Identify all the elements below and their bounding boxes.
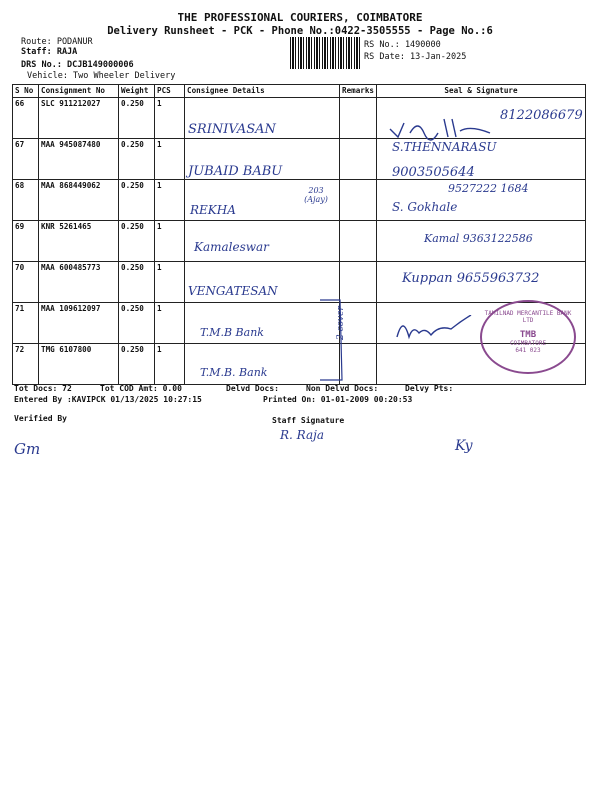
printed-on: Printed On: 01-01-2009 00:20:53 — [263, 395, 413, 404]
handwritten-phone-66: 8122086679 — [500, 108, 583, 123]
cell-sno: 69 — [13, 221, 39, 262]
col-pcs: PCS — [155, 85, 185, 98]
company-title: THE PROFESSIONAL COURIERS, COIMBATORE — [177, 11, 423, 24]
cell-consignment: SLC 911212027 — [39, 98, 119, 139]
handwritten-name-71: T.M.B Bank — [200, 326, 264, 339]
col-consignee: Consignee Details — [185, 85, 340, 98]
handwritten-phone-68: 9003505644 — [392, 165, 475, 180]
right-signature: Ky — [455, 438, 473, 454]
delivery-points: Delvy Pts: — [405, 384, 454, 393]
cell-weight: 0.250 — [119, 344, 155, 385]
cell-consignment: MAA 600485773 — [39, 262, 119, 303]
delivered-docs: Delvd Docs: — [226, 384, 279, 393]
col-weight: Weight — [119, 85, 155, 98]
stamp-line3: COIMBATORE — [509, 340, 547, 347]
cell-weight: 0.250 — [119, 303, 155, 344]
cell-weight: 0.250 — [119, 180, 155, 221]
handwritten-name-68: REKHA — [190, 203, 236, 217]
cell-pcs: 1 — [155, 98, 185, 139]
runsheet-subtitle: Delivery Runsheet - PCK - Phone No.:0422-3505555 - Page No.:6 — [107, 25, 493, 37]
non-delivered-docs: Non Delvd Docs: — [306, 384, 379, 393]
cell-sno: 71 — [13, 303, 39, 344]
signature-scribble-71 — [395, 315, 475, 343]
barcode-image — [290, 37, 360, 69]
staff-signature: R. Raja — [280, 428, 325, 442]
cell-pcs: 1 — [155, 221, 185, 262]
cell-sno: 72 — [13, 344, 39, 385]
cell-weight: 0.250 — [119, 262, 155, 303]
handwritten-remark: 2 cover — [336, 306, 346, 340]
cell-pcs: 1 — [155, 139, 185, 180]
cell-pcs: 1 — [155, 303, 185, 344]
drs-label: DRS No.: DCJB149000006 — [21, 60, 134, 70]
col-seal: Seal & Signature — [377, 85, 586, 98]
cell-consignment: MAA 109612097 — [39, 303, 119, 344]
cell-pcs: 1 — [155, 262, 185, 303]
total-cod: Tot COD Amt: 0.00 — [100, 384, 182, 393]
entered-by: Entered By :KAVIPCK 01/13/2025 10:27:15 — [14, 395, 202, 404]
col-consignment: Consignment No — [39, 85, 119, 98]
verified-signature: Gm — [14, 440, 41, 458]
cell-remarks — [340, 180, 377, 221]
cell-consignment: MAA 945087480 — [39, 139, 119, 180]
total-docs: Tot Docs: 72 — [14, 384, 72, 393]
handwritten-sig-67: S.THENNARASU — [392, 140, 497, 154]
handwritten-name-70: VENGATESAN — [188, 284, 278, 298]
rs-number: RS No.: 1490000 — [364, 40, 441, 50]
cell-sno: 68 — [13, 180, 39, 221]
cell-weight: 0.250 — [119, 98, 155, 139]
handwritten-name-67: JUBAID BABU — [188, 164, 283, 179]
cell-consignment: TMG 6107800 — [39, 344, 119, 385]
cell-remarks — [340, 139, 377, 180]
col-remarks: Remarks — [340, 85, 377, 98]
cell-sno: 67 — [13, 139, 39, 180]
handwritten-phone-68b: 9527222 1684 — [448, 182, 529, 195]
cell-sno: 66 — [13, 98, 39, 139]
bank-stamp — [480, 300, 576, 374]
table-row — [13, 139, 586, 180]
cell-weight: 0.250 — [119, 221, 155, 262]
handwritten-sig-70: Kuppan 9655963732 — [402, 271, 540, 286]
rs-date: RS Date: 13-Jan-2025 — [364, 52, 467, 62]
cell-consignment: MAA 868449062 — [39, 180, 119, 221]
handwritten-name-66: SRINIVASAN — [188, 122, 276, 137]
staff-signature-label: Staff Signature — [272, 416, 345, 425]
stamp-line1: TAMILNAD MERCANTILE BANK LTD — [484, 310, 572, 324]
cell-remarks — [340, 262, 377, 303]
handwritten-sig-68: S. Gokhale — [392, 200, 458, 214]
col-sno: S No — [13, 85, 39, 98]
verified-by-label: Verified By — [14, 414, 67, 423]
stamp-line4: 641 023 — [515, 347, 541, 354]
table-header-row — [13, 85, 586, 98]
cell-consignment: KNR 5261465 — [39, 221, 119, 262]
handwritten-name-69: Kamaleswar — [194, 240, 269, 254]
staff-label: Staff: RAJA — [21, 47, 78, 57]
vehicle-label: Vehicle: Two Wheeler Delivery — [27, 71, 176, 81]
cell-remarks — [340, 98, 377, 139]
cell-pcs: 1 — [155, 344, 185, 385]
stamp-line2: TMB — [519, 330, 537, 340]
handwritten-sig-69: Kamal 9363122586 — [424, 232, 533, 245]
cell-weight: 0.250 — [119, 139, 155, 180]
signature-scribble-66 — [388, 115, 498, 141]
route-label: Route: PODANUR — [21, 37, 93, 47]
handwritten-note-68: 203 (Ajay) — [304, 186, 328, 204]
cell-sno: 70 — [13, 262, 39, 303]
cell-remarks — [340, 221, 377, 262]
handwritten-name-72: T.M.B. Bank — [200, 366, 268, 379]
cell-pcs: 1 — [155, 180, 185, 221]
